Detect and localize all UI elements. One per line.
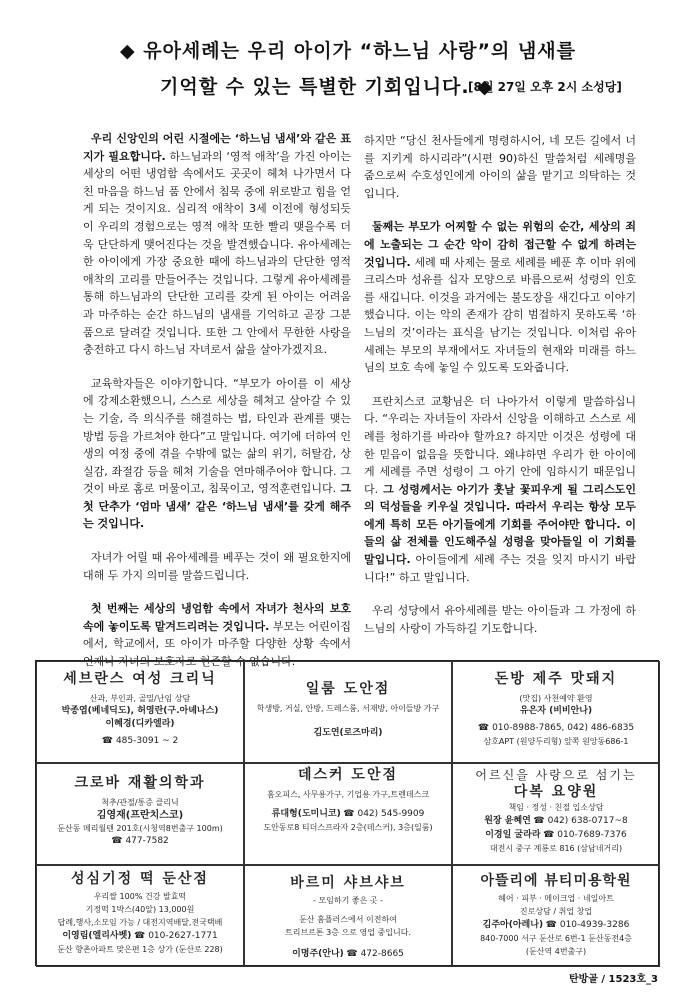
- ad-address: 840-7000 서구 둔산로 6번-1 둔산동전4층: [480, 934, 632, 943]
- ad-contact: 이명주(안나) ☎ 472-8665: [292, 949, 404, 959]
- ad-name: 박종엽(베네딕도), 허영란(구.아녜나스): [61, 706, 219, 716]
- ad-title: 바르미 샤브샤브: [290, 875, 406, 891]
- ad-contact: 이영림(엘리사벳) ☎ 010-2627-1771: [62, 931, 218, 941]
- ad-seongsim: [36, 865, 244, 967]
- ad-subtitle: 기정떡 1박스(40알) 13,000원: [85, 905, 195, 914]
- paragraph: 프란치스코 교황님은 더 나아가서 이렇게 말씀하십니다. “우리는 자녀들이 자라서 신앙을 이해하고 스스로 세례를 청하기를 바라야 할까요? 하지만 이것은 성령에 대한 믿음이 없음을 뜻합니다. 왜냐하면 우리가 한 아이에게 세례를 주면 성령이 그 아기 안에 임하시기 때문입니다. 그 성령께서는 아기가 훗날 꽃피우게 될 그리스도인의 덕성들을 키우실 것입니다. 따라서 우리는 항상 모두에게 특히 모든 아기들에게 기회를 주어야만 합니다. 이들의 삶 전체를 인도해주실 성령을 맞아들일 이 기회를 말입니다. 아이들에게 세례 주는 것을 잊지 마시기 바랍니다!” 하고 말입니다.: [364, 394, 636, 584]
- ad-name: 김도연(로즈마리): [313, 728, 383, 738]
- phone-icon: ☎: [101, 736, 113, 746]
- ad-dabok: [452, 763, 660, 865]
- ad-phone: ☎ 010-8988-7865, 042) 486-6835: [477, 723, 635, 733]
- paragraph: 둘째는 부모가 어찌할 수 없는 위험의 순간, 세상의 죄에 노출되는 그 순간 악이 감히 접근할 수 없게 하려는 것입니다. 세례 때 사제는 물로 세례를 베푼 후 이마 위에 크리스마 성유를 십자 모양으로 바름으로써 성령의 인호를 새깁니다. 이것을 과거에는 불도장을 새긴다고 이야기했습니다. 이는 악의 존재가 감히 범접하지 못하도록 ‘하느님의 것’이라는 표식을 남기는 것입니다. 이처럼 유아세례는 부모의 부재에서도 자녀들의 현재와 미래를 하느님의 보호 속에 놓일 수 있도록 도와줍니다.: [364, 220, 636, 375]
- ad-subtitle: 우리쌀 100% 건강 발효떡: [93, 892, 187, 901]
- ad-address: 삼호APT (원양두리형) 앞쪽 원앙동686-1: [483, 737, 629, 746]
- ad-title: 돈방 제주 맛돼지: [494, 671, 618, 687]
- ad-name: 이혜경(디카엘라): [105, 719, 175, 729]
- paragraph: 자녀가 어릴 때 유아세례를 베푸는 것이 왜 필요한지에 대해 두 가지 의미를 말씀드립니다.: [83, 551, 351, 582]
- phone-icon: ☎: [133, 931, 146, 941]
- ad-phone: ☎ 477-7582: [111, 836, 169, 846]
- ad-address: 대전시 중구 계룡로 816 (삼남네거리): [489, 844, 623, 853]
- ad-contact: 류대형(도미니코) ☎ 042) 545-9909: [271, 809, 425, 819]
- ad-severance: [36, 661, 244, 763]
- ad-address: 도안동로8 티더스프라자 2층(데스커), 3층(일룸): [263, 823, 433, 832]
- ad-atelier: [452, 865, 660, 967]
- ad-subtitle: 학생방, 거실, 안방, 드레스룸, 서재방, 아이들방 가구: [256, 704, 440, 713]
- ad-title: 어르신을 사랑으로 섬기는: [475, 768, 637, 782]
- ad-address: 둔산 향촌아파트 맞은편 1층 상가 (둔산로 228): [57, 945, 223, 954]
- page-footer: 탄방골 / 1523호_3: [568, 974, 658, 985]
- phone-icon: ☎: [343, 809, 355, 819]
- ad-clover: [36, 763, 244, 865]
- right-column: [364, 132, 636, 653]
- ad-subtitle: - 모임하기 좋은 곳 -: [312, 896, 384, 905]
- paragraph: 하지만 “당신 천사들에게 명령하시어, 네 모든 길에서 너를 지키게 하시리라”(시편 90)하신 말씀처럼 세례명을 줌으로써 수호성인에게 아이의 삶을 맡기고 의탁하는 것입니다.: [364, 134, 636, 200]
- ad-address: 둔산동 메리월텐 201호(시청역8번출구 100m): [57, 824, 223, 833]
- headline-line-1: ◆ 유아세례는 우리 아이가 “하느님 사랑”의 냄새를: [120, 40, 577, 62]
- event-date: [8월 27일 오후 2시 소성당]: [468, 80, 622, 94]
- ad-contact: 원장 윤혜연 ☎ 042) 638-0717~8: [484, 816, 628, 826]
- ad-donbang: [452, 661, 660, 763]
- left-column: [83, 130, 351, 687]
- ad-title: 데스커 도안점: [297, 767, 399, 783]
- ad-title: 크로바 재활의학과: [74, 775, 206, 791]
- phone-icon: ☎: [111, 836, 123, 846]
- ad-subtitle: 책임 · 정성 · 친절 입소상담: [508, 803, 604, 812]
- ad-barumi: [244, 865, 452, 967]
- paragraph: 우리 성당에서 유아세례를 받는 아이들과 그 가정에 하느님의 사랑이 가득하길 기도합니다.: [364, 604, 636, 635]
- paragraph: 교육학자들은 이야기합니다. “부모가 아이를 이 세상에 강제소환했으니, 스스로 세상을 헤쳐고 살아갈 수 있는 기술, 즉 의식주를 해결하는 법, 타인과 관계를 맺는 방법 등을 가르쳐야 한다”고 말입니다. 여기에 더하여 인생의 여정 중에 겪을 수밖에 없는 삶의 위기, 허탈감, 상실감, 좌절감 등을 헤쳐 기술을 연마해주어야 합니다. 그것이 바로 홈로 머물이고, 침묵이고, 영적훈련입니다. 그 첫 단추가 ‘엄마 냄새’ 같은 ‘하느님 냄새’를 갖게 해주는 것입니다.: [83, 376, 351, 531]
- ad-name: 김영재(프란치스코): [96, 810, 184, 821]
- ad-illoom: [244, 661, 452, 763]
- paragraph: 우리 신앙인의 어린 시절에는 ‘하느님 냄새’와 같은 표지가 필요합니다. 하느님과의 ‘영적 애착’을 가진 아이는 세상의 어떤 냉엄함 속에서도 곳곳이 헤쳐 나가면서 다친 마음을 하느님 품 안에서 침묵 중에 위로받고 힘을 얻게 되는 것이지요. 심리적 애착이 3세 이전에 형성되듯이 우리의 경험으로는 영적 애착 또한 빨리 맺을수록 더욱 단단하게 맺어진다는 것을 발견했습니다. 유아세례는 한 아이에게 가장 중요한 때에 하느님과의 단단한 영적 애착의 고리를 만들어주는 것입니다. 그렇게 유아세례를 통해 하느님과의 단단한 고리를 갖게 된 아이는 어려움과 마주하는 순간 하느님의 냄새를 기억하고 곧장 그분 품으로 달려갈 것입니다. 또한 그 안에서 무한한 사랑을 충전하고 다시 하느님 자녀로서 삶을 살아가겠지요.: [83, 132, 351, 357]
- ad-subtitle: 진로상담 / 취업 창업: [519, 907, 593, 916]
- ad-subtitle: 홈오피스, 사무용가구, 기업용 가구,트렌데스크: [266, 790, 430, 799]
- ad-subtitle: 트리브르톤 3층 으로 영업 중입니다.: [285, 928, 411, 937]
- ad-subtitle: 헤어 · 피부 · 메이크업 · 네일아트: [498, 894, 614, 903]
- headline-line-2: 기억할 수 있는 특별한 기회입니다. ◆: [160, 76, 493, 98]
- ad-contact: 이경일 굴라라 ☎ 010-7689-7376: [485, 830, 627, 840]
- ad-title: 다복 요양원: [513, 784, 599, 800]
- phone-icon: ☎: [477, 723, 490, 733]
- phone-icon: ☎: [545, 920, 557, 930]
- phone-icon: ☎: [346, 949, 358, 959]
- ad-contact: 김주아(아레나) ☎ 010-4939-3286: [482, 920, 630, 930]
- phone-icon: ☎: [543, 830, 555, 840]
- ad-title: 성심기정 떡 둔산점: [71, 871, 209, 887]
- ads-grid: [35, 660, 659, 966]
- ad-subtitle: 척추/관절/통증 클리닉: [101, 798, 179, 807]
- ad-phone: ☎ 485-3091 ~ 2: [101, 736, 179, 746]
- ad-address: (둔산역 4번출구): [525, 947, 587, 956]
- ad-subtitle: (맛집) 사천예약 환영: [519, 694, 593, 703]
- ad-title: 일룸 도안점: [305, 681, 391, 697]
- ad-subtitle: 둔산 홈플러스에서 이전하여: [299, 915, 397, 924]
- ad-title: 아뜰리에 뷰티미용학원: [480, 873, 632, 889]
- ad-subtitle: 답례,행사,소모임 가능 / 대전지역배달,전국택배: [57, 918, 223, 927]
- phone-icon: ☎: [533, 816, 545, 826]
- ad-name: 유은자 (비비안나): [519, 706, 593, 716]
- ad-desker: [244, 763, 452, 865]
- paragraph: 첫 번째는 세상의 냉엄함 속에서 자녀가 천사의 보호 속에 놓이도록 맡겨드리려는 것입니다. 부모는 어린이집에서, 학교에서, 또 아이가 마주할 다양한 상황 속에서 언제나 자녀의 보호자로 현존할 수 없습니다.: [83, 602, 351, 669]
- ad-subtitle: 산과, 부인과, 골밀/난임 상담: [89, 694, 191, 703]
- ad-title: 세브란스 여성 크리닉: [63, 671, 217, 687]
